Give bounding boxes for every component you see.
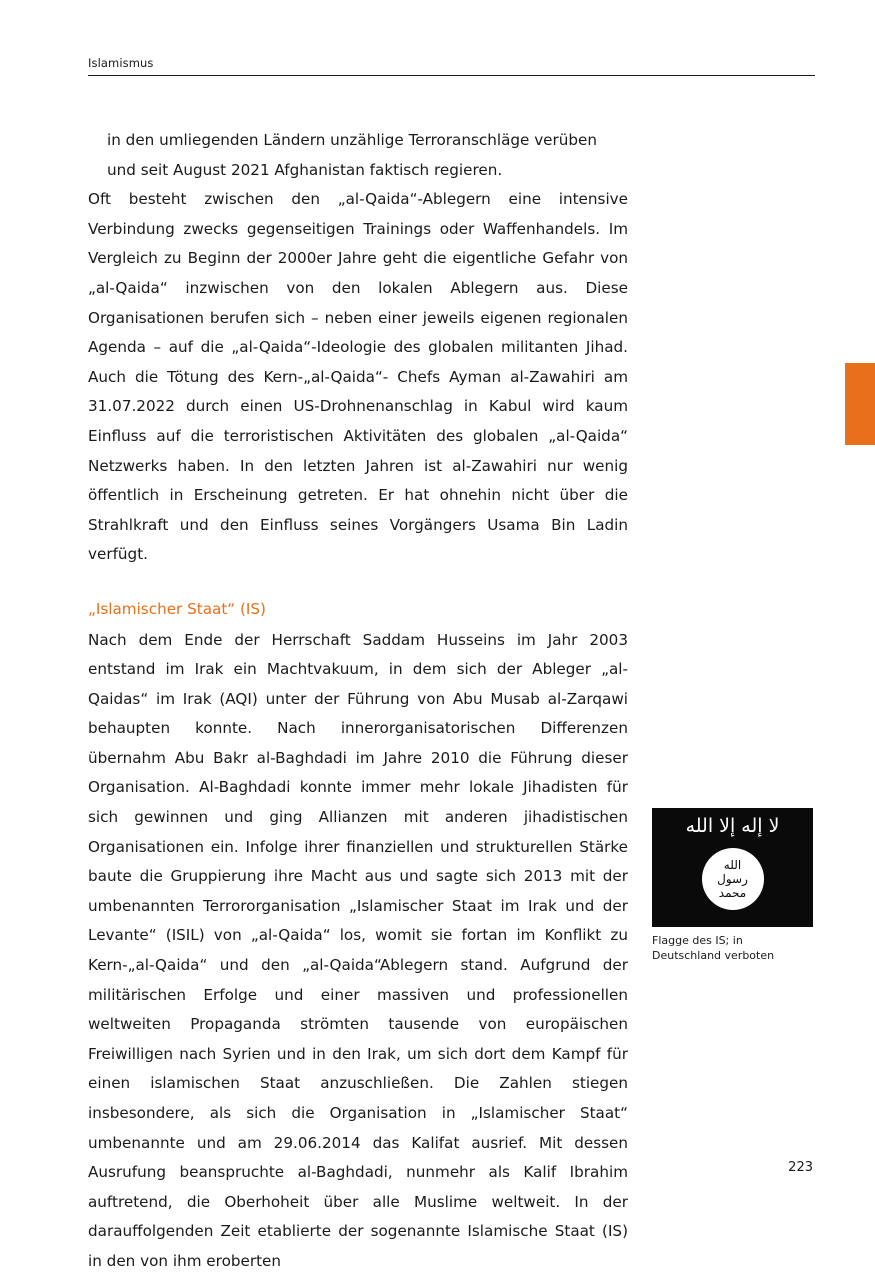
section-subheading: „Islamischer Staat“ (IS) bbox=[88, 599, 266, 618]
paragraph-islamischer-staat: Nach dem Ende der Herrschaft Saddam Husseins im Jahr 2003 entstand im Irak ein Machtvakuum, in dem sich der Ableger „al-Qaidas“ im Irak (AQI) unter der Führung von Abu Musab al-Zarqawi behaupten konnte. Nach innerorganisatorischen Differenzen übernahm Abu Bakr al-Baghdadi im Jahre 2010 die Führung dieser Organisation. Al-Baghdadi konnte immer mehr lokale Jihadisten für sich gewinnen und ging Allianzen mit anderen jihadistischen Organisationen ein. Infolge ihrer finanziellen und strukturellen Stärke baute die Gruppierung ihre Macht aus und sagte sich 2013 mit der umbenannten Terrororganisation „Islamischer Staat im Irak und der Levante“ (ISIL) von „al-Qaida“ los, womit sie fortan im Konflikt zu Kern-„al-Qaida“ und den „al-Qaida“Ablegern stand. Aufgrund der militärischen Erfolge und einer massiven und professionellen weltweiten Propaganda strömten tausende von europäischen Freiwilligen nach Syrien und in den Irak, um sich dort dem Kampf für einen islamischen Staat anzuschließen. Die Zahlen stiegen insbesondere, als sich die Organisation in „Islamischer Staat“ umbenannte und am 29.06.2014 das Kalifat ausrief. Mit dessen Ausrufung beanspruchte al-Baghdadi, nunmehr als Kalif Ibrahim auftretend, die Oberhoheit über alle Muslime weltweit. In der darauffolgenden Zeit etablierte der sogenannte Islamische Staat (IS) in den von ihm eroberten bbox=[88, 630, 628, 1270]
chapter-thumb-tab bbox=[845, 363, 875, 445]
flag-seal bbox=[702, 848, 764, 910]
figure-caption: Flagge des IS; in Deutschland verboten bbox=[652, 934, 775, 962]
figure-is-flag bbox=[652, 808, 813, 963]
running-head: Islamismus bbox=[88, 56, 154, 70]
flag-seal-line-1: الله bbox=[723, 858, 742, 872]
paragraph-al-qaida: Oft besteht zwischen den „al-Qaida“-Ablegern eine intensive Verbindung zwecks gegenseitigen Trainings oder Waffenhandels. Im Vergleich zu Beginn der 2000er Jahre geht die eigentliche Gefahr von „al-Qaida“ inzwischen von den lokalen Ablegern aus. Diese Organisationen berufen sich – neben einer jeweils eigenen regionalen Agenda – auf die „al-Qaida“-Ideologie des globalen militanten Jihad. Auch die Tötung des Kern-„al-Qaida“- Chefs Ayman al-Zawahiri am 31.07.2022 durch einen US-Drohnenanschlag in Kabul wird kaum Einfluss auf die terroristischen Aktivitäten des globalen „al-Qaida“ Netzwerks haben. In den letzten Jahren ist al-Zawahiri nur wenig öffentlich in Erscheinung getreten. Er hat ohnehin nicht über die Strahlkraft und den Einfluss seines Vorgängers Usama Bin Ladin verfügt. bbox=[88, 190, 628, 564]
flag-seal-line-2: رسول bbox=[717, 872, 748, 886]
flag-image bbox=[652, 808, 813, 927]
flag-seal-line-3: محمد bbox=[718, 886, 747, 900]
flag-shahada-text: لا إله إلا الله bbox=[685, 815, 780, 837]
page-number: 223 bbox=[788, 1160, 813, 1175]
continued-paragraph: in den umliegenden Ländern unzählige Terroranschläge verüben und seit August 2021 Afghanistan faktisch regieren. bbox=[107, 131, 598, 179]
header-divider bbox=[88, 75, 815, 76]
main-text-column bbox=[88, 126, 628, 1277]
